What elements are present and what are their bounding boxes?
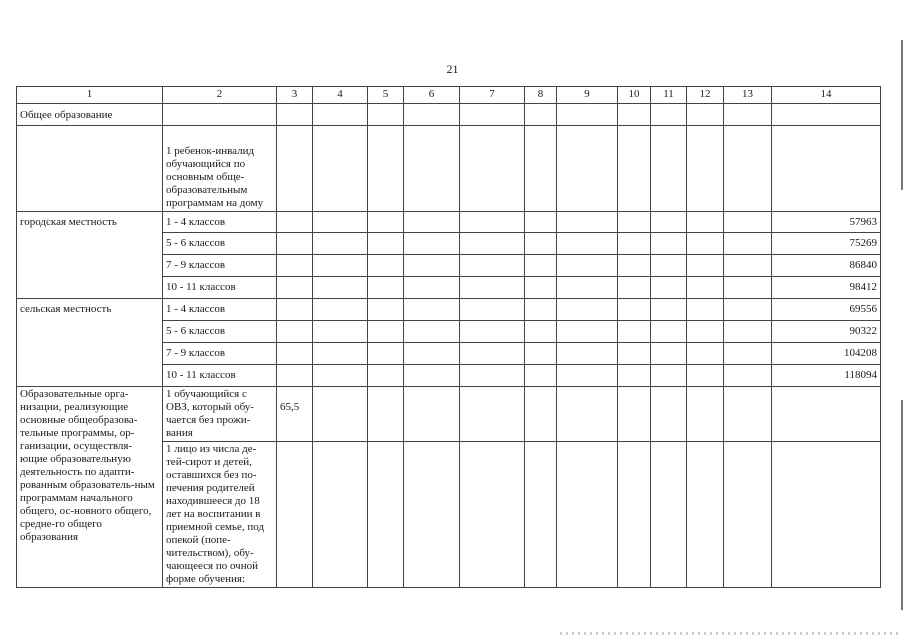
value-cell: 104208 <box>772 343 881 365</box>
orphan-label: 1 лицо из числа де-тей-сирот и детей, оставшихся без по-печения родителей находившееся до 18 лет на воспитании в приемной семье, под опекой (попе-чительством), обу-чающееся по очной форме обучения: <box>163 441 277 587</box>
table-row <box>17 387 881 442</box>
value-cell: 86840 <box>772 255 881 277</box>
col-header-12: 12 <box>687 87 724 104</box>
col-header-13: 13 <box>724 87 772 104</box>
scan-edge-mark <box>901 40 903 190</box>
col-header-1: 1 <box>17 87 163 104</box>
grade-label: 10 - 11 классов <box>163 277 277 299</box>
data-table <box>16 86 881 588</box>
col-header-9: 9 <box>557 87 618 104</box>
col-header-7: 7 <box>460 87 525 104</box>
col-header-8: 8 <box>525 87 557 104</box>
col-header-10: 10 <box>618 87 651 104</box>
grade-label: 7 - 9 классов <box>163 255 277 277</box>
value-cell: 57963 <box>772 212 881 233</box>
scan-edge-mark <box>901 400 903 610</box>
value-cell: 90322 <box>772 321 881 343</box>
col-header-6: 6 <box>404 87 460 104</box>
grade-label: 5 - 6 классов <box>163 233 277 255</box>
value-cell: 69556 <box>772 299 881 321</box>
col-header-14: 14 <box>772 87 881 104</box>
page-number: 21 <box>446 62 459 76</box>
table-row <box>17 212 881 233</box>
rural-label: сельская местность <box>17 299 163 387</box>
scan-noise <box>560 632 900 635</box>
org-description: Образовательные орга-низации, реализующие основные общеобразова-тельные программы, ор-ганизации, осуществля-ющие образовательную деятельность по адапти-рованным образователь-ным программам начального общего, ос-новного общего, средне-го общего образования <box>17 387 163 588</box>
col-header-4: 4 <box>313 87 368 104</box>
ovz-col3-value: 65,5 <box>277 387 313 442</box>
col-header-3: 3 <box>277 87 313 104</box>
grade-label: 7 - 9 классов <box>163 343 277 365</box>
grade-label: 1 - 4 классов <box>163 212 277 233</box>
col-header-2: 2 <box>163 87 277 104</box>
section-row <box>17 104 881 126</box>
ovz-label: 1 обучающийся с ОВЗ, который обу-чается без прожи-вания <box>163 387 277 442</box>
category-disabled-label: 1 ребенок-инвалид обучающийся по основным обще-образовательным программам на дому <box>163 126 277 212</box>
grade-label: 5 - 6 классов <box>163 321 277 343</box>
value-cell: 98412 <box>772 277 881 299</box>
value-cell: 75269 <box>772 233 881 255</box>
value-cell: 118094 <box>772 365 881 387</box>
col-header-5: 5 <box>368 87 404 104</box>
table-row <box>17 299 881 321</box>
grade-label: 10 - 11 классов <box>163 365 277 387</box>
grade-label: 1 - 4 классов <box>163 299 277 321</box>
header-row <box>17 87 881 104</box>
col-header-11: 11 <box>651 87 687 104</box>
section-general-label: Общее образование <box>17 104 163 126</box>
urban-label: городская местность <box>17 212 163 299</box>
category-row <box>17 126 881 212</box>
